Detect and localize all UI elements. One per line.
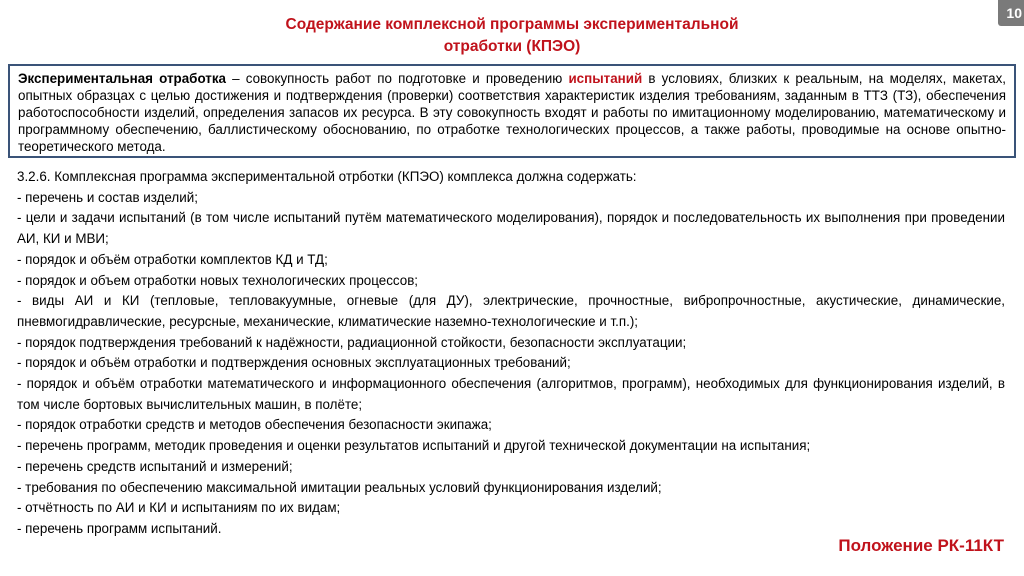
definition-highlight: испытаний xyxy=(568,71,643,86)
list-item: - порядок и объём отработки математического и информационного обеспечения (алгоритмов, программ), необходимых для функционирования изделий, в том числе бортовых вычислительных машин, в полёте; xyxy=(17,376,1005,412)
list-item: - виды АИ и КИ (тепловые, тепловакуумные, огневые (для ДУ), электрические, прочностные, вибропрочностные, акустические, динамические, пневмогидравлические, ресурсные, механические, климатические наземно-технологические и т.п.); xyxy=(17,293,1005,329)
list-item: - перечень программ, методик проведения и оценки результатов испытаний и другой технической документации на испытания; xyxy=(17,438,811,454)
definition-text-part-2: в условиях, близких к реальным, на моделях, макетах, опытных образцах с целью достижения и подтверждения (проверки) соответствия характеристик изделия требованиям, заданным в ТТЗ (ТЗ), обеспечения работоспособности изделий, определения запасов их ресурса. В эту совокупность входят и работы по имитационному моделированию, математическому и программному обеспечению, баллистическому обоснованию, по отработке технологических процессов, а также работы, проводимые на основе опытно-теоретического метода. xyxy=(18,71,1006,154)
requirements-list xyxy=(17,167,1005,540)
list-item: - перечень и состав изделий; xyxy=(17,189,198,205)
page-number-badge: 10 xyxy=(998,0,1024,26)
slide-title-line-2: отработки (КПЭО) xyxy=(443,38,581,55)
list-item: - порядок отработки средств и методов обеспечения безопасности экипажа; xyxy=(17,417,492,433)
definition-box xyxy=(8,64,1016,158)
definition-text-part-1: – совокупность работ по подготовке и проведению xyxy=(226,71,569,86)
list-item: - порядок подтверждения требований к надёжности, радиационной стойкости, безопасности эксплуатации; xyxy=(17,334,687,350)
definition-term: Экспериментальная отработка xyxy=(18,71,226,86)
slide-title xyxy=(200,14,824,58)
list-item: - отчётность по АИ и КИ и испытаниям по их видам; xyxy=(17,500,341,516)
slide-title-line-1: Содержание комплексной программы экспериментальной xyxy=(285,16,739,33)
requirements-intro: 3.2.6. Комплексная программа экспериментальной отрботки (КПЭО) комплекса должна содержать: xyxy=(17,169,637,184)
list-item: - требования по обеспечению максимальной имитации реальных условий функционирования изделий; xyxy=(17,479,662,495)
list-item: - порядок и объём отработки и подтверждения основных эксплуатационных требований; xyxy=(17,355,571,371)
list-item: - порядок и объем отработки новых технологических процессов; xyxy=(17,272,419,288)
list-item: - цели и задачи испытаний (в том числе испытаний путём математического моделирования), порядок и последовательность их выполнения при проведении АИ, КИ и МВИ; xyxy=(17,210,1005,247)
list-item: - перечень программ испытаний. xyxy=(17,520,222,536)
list-item: - перечень средств испытаний и измерений; xyxy=(17,458,293,474)
document-reference: Положение РК-11КТ xyxy=(838,536,1004,555)
list-item: - порядок и объём отработки комплектов КД и ТД; xyxy=(17,251,328,267)
